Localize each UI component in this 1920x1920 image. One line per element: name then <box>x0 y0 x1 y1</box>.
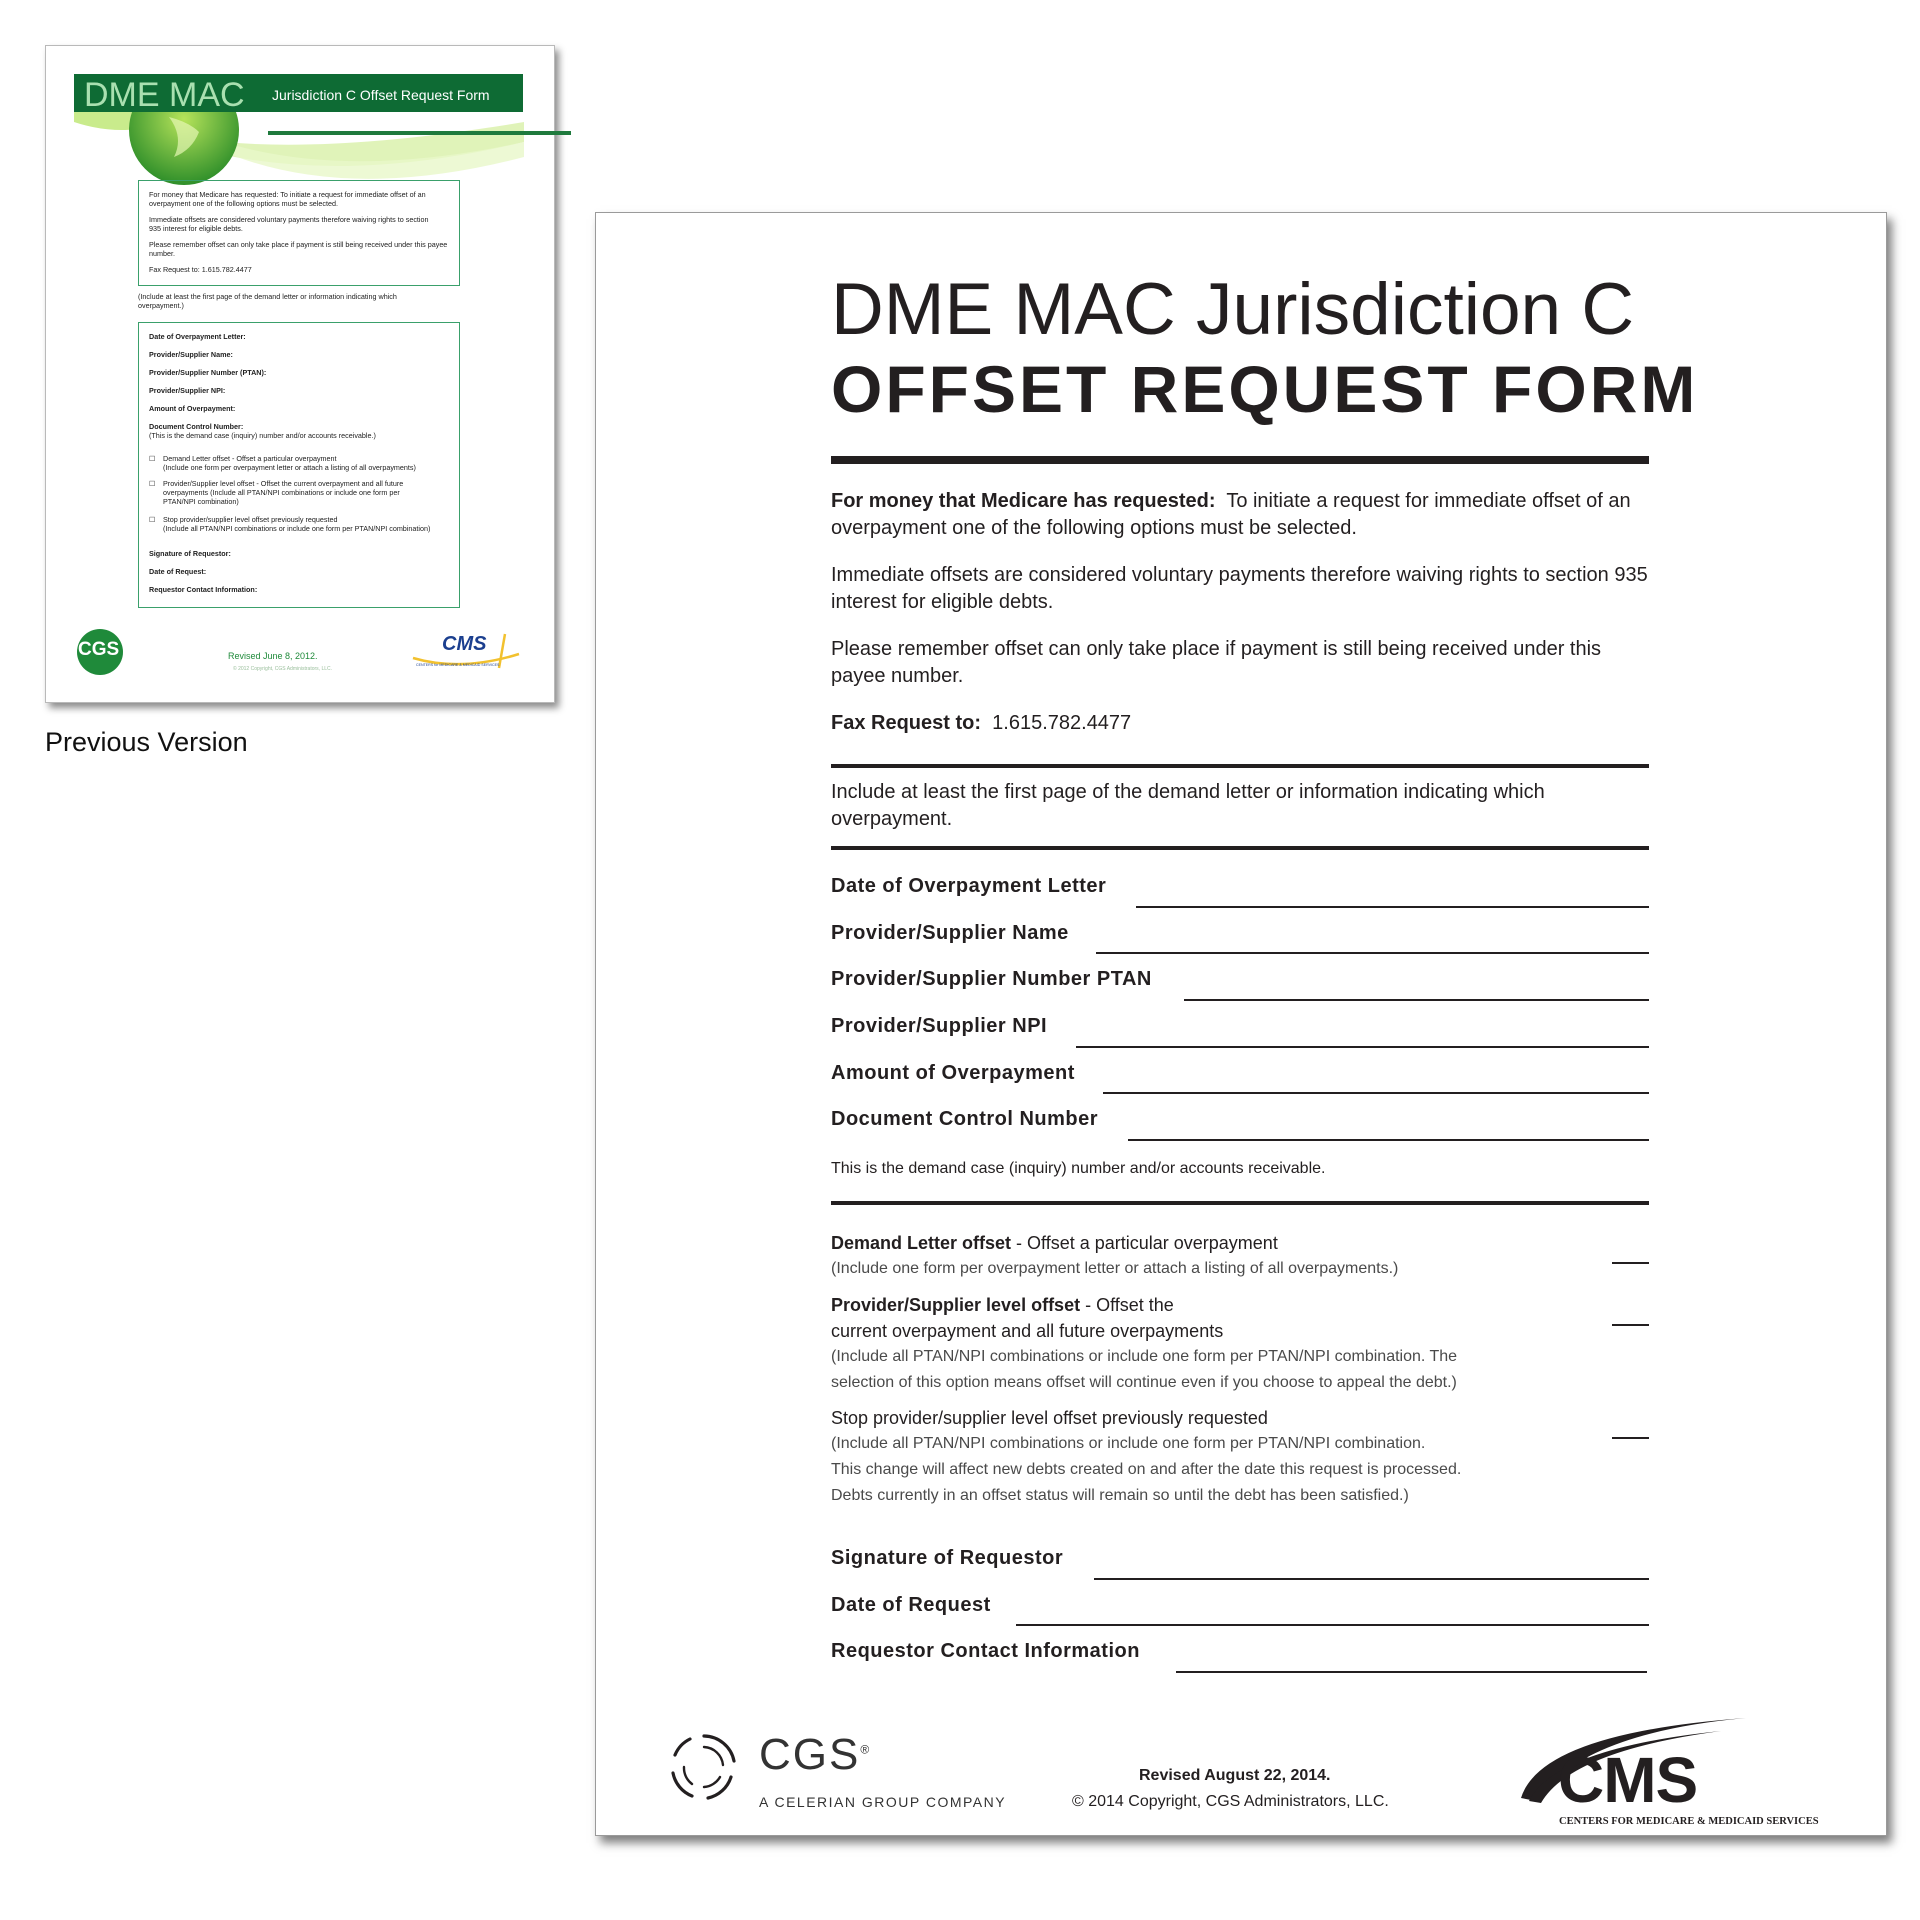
previous-version-caption: Previous Version <box>45 727 248 757</box>
prev-intro-p1: For money that Medicare has requested: To initiate a request for immediate offset of an overpayment one of the following options must be selected. <box>149 190 426 208</box>
cgs-tagline: A CELERIAN GROUP COMPANY <box>759 1794 1007 1810</box>
prev-intro-p2: Immediate offsets are considered voluntary payments therefore waiving rights to section 935 interest for eligible debts. <box>149 215 429 233</box>
prev-option: (Include all PTAN/NPI combinations or include one form per PTAN/NPI combination) <box>163 524 431 533</box>
stop-offset-note2: This change will affect new debts created on and after the date this request is processed. <box>831 1461 1462 1478</box>
prev-option: overpayments (Include all PTAN/NPI combinations or include one form per <box>163 488 400 497</box>
prev-fields-box <box>138 322 460 608</box>
provider-level-offset-desc-line2: current overpayment and all future overpayments <box>831 1321 1224 1341</box>
provider-level-offset-checkline[interactable] <box>1612 1324 1649 1326</box>
prev-option: Stop provider/supplier level offset previously requested <box>163 515 338 524</box>
previous-version-thumbnail <box>45 45 555 703</box>
stop-offset-option: Stop provider/supplier level offset previously requested <box>831 1408 1268 1428</box>
provider-name-field[interactable] <box>1096 952 1649 954</box>
amount-of-overpayment-label: Amount of Overpayment <box>831 1062 1075 1084</box>
signature-label: Signature of Requestor <box>831 1547 1064 1569</box>
date-of-overpayment-letter-label: Date of Overpayment Letter <box>831 875 1107 897</box>
prev-checkbox: ☐ <box>149 515 156 524</box>
demand-letter-offset-note: (Include one form per overpayment letter or attach a listing of all overpayments.) <box>831 1260 1399 1277</box>
fax-line <box>831 710 1649 737</box>
section-divider <box>831 764 1649 768</box>
cgs-logo-text <box>759 1730 871 1780</box>
dcn-note: This is the demand case (inquiry) number and/or accounts receivable. <box>831 1160 1326 1177</box>
signature-field[interactable] <box>1094 1578 1649 1580</box>
form-title-line1: DME MAC Jurisdiction C <box>831 269 1635 350</box>
provider-ptan-field[interactable] <box>1184 999 1649 1001</box>
amount-of-overpayment-field[interactable] <box>1103 1092 1649 1094</box>
demand-letter-offset-option <box>831 1230 1591 1256</box>
provider-npi-label: Provider/Supplier NPI <box>831 1015 1048 1037</box>
prev-cms-logo-text: CMS <box>442 633 487 655</box>
prev-sign-field: Date of Request: <box>149 567 207 576</box>
provider-level-offset-note1: (Include all PTAN/NPI combinations or include one form per PTAN/NPI combination. The <box>831 1348 1458 1365</box>
cgs-registered: ® <box>860 1742 872 1757</box>
provider-ptan-label: Provider/Supplier Number PTAN <box>831 968 1152 990</box>
prev-brand: DME MAC <box>84 76 245 114</box>
intro-text: To initiate a request for immediate offset of an overpayment one of the following options must be selected. <box>831 490 1631 539</box>
prev-field: Provider/Supplier Number (PTAN): <box>149 368 267 377</box>
date-of-request-field[interactable] <box>1016 1624 1649 1626</box>
prev-intro-p3: Please remember offset can only take place if payment is still being received under this payee number. <box>149 240 448 258</box>
prev-option: Demand Letter offset - Offset a particular overpayment <box>163 454 337 463</box>
demand-letter-offset-title: Demand Letter offset <box>831 1233 1012 1253</box>
prev-checkbox: ☐ <box>149 479 156 488</box>
provider-level-offset-desc: - Offset the <box>1080 1295 1174 1315</box>
fax-label: Fax Request to: <box>831 712 982 734</box>
prev-banner-underline <box>268 131 571 135</box>
provider-level-offset-title: Provider/Supplier level offset <box>831 1295 1081 1315</box>
date-of-overpayment-letter-field[interactable] <box>1136 906 1649 908</box>
cgs-name: CGS <box>759 1730 861 1779</box>
intro-bold: For money that Medicare has requested: <box>831 490 1216 512</box>
intro-paragraph <box>831 488 1649 542</box>
cms-tagline: CENTERS FOR MEDICARE & MEDICAID SERVICES <box>1559 1816 1819 1827</box>
prev-sign-field: Requestor Contact Information: <box>149 585 258 594</box>
prev-copyright: © 2012 Copyright, CGS Administrators, LLC. <box>233 666 333 672</box>
form-title-line2: OFFSET REQUEST FORM <box>831 352 1699 426</box>
prev-sign-field: Signature of Requestor: <box>149 549 231 558</box>
prev-checkbox: ☐ <box>149 454 156 463</box>
prev-field: Document Control Number: <box>149 422 244 431</box>
prev-field: Date of Overpayment Letter: <box>149 332 246 341</box>
demand-letter-offset-desc: - Offset a particular overpayment <box>1011 1233 1278 1253</box>
title-divider <box>831 456 1649 464</box>
prev-field: Provider/Supplier NPI: <box>149 386 226 395</box>
provider-npi-field[interactable] <box>1076 1046 1649 1048</box>
prev-intro-box <box>138 180 460 286</box>
prev-option: (Include one form per overpayment letter or attach a listing of all overpayments) <box>163 463 416 472</box>
prev-title: Jurisdiction C Offset Request Form <box>272 87 490 103</box>
prev-dcn-note: (This is the demand case (inquiry) number and/or accounts receivable.) <box>149 431 376 440</box>
prev-cms-tagline: CENTERS for MEDICARE & MEDICAID SERVICES <box>416 663 500 667</box>
document-control-number-field[interactable] <box>1128 1139 1649 1141</box>
section-divider <box>831 1201 1649 1205</box>
document-control-number-label: Document Control Number <box>831 1108 1099 1130</box>
cgs-logo-mark <box>668 1731 740 1803</box>
fax-number: 1.615.782.4477 <box>992 712 1132 734</box>
contact-info-label: Requestor Contact Information <box>831 1640 1140 1662</box>
prev-fax: Fax Request to: 1.615.782.4477 <box>149 265 252 274</box>
provider-name-label: Provider/Supplier Name <box>831 922 1069 944</box>
revised-date: Revised August 22, 2014. <box>1139 1767 1331 1784</box>
copyright: © 2014 Copyright, CGS Administrators, LLC. <box>1072 1793 1389 1810</box>
prev-include-note: (Include at least the first page of the demand letter or information indicating which overpayment.) <box>138 292 397 310</box>
prev-cgs-logo-text: CGS <box>78 639 120 660</box>
demand-letter-offset-checkline[interactable] <box>1612 1262 1649 1264</box>
stop-offset-checkline[interactable] <box>1612 1437 1649 1439</box>
contact-info-field[interactable] <box>1176 1671 1647 1673</box>
prev-option: Provider/Supplier level offset - Offset the current overpayment and all future <box>163 479 404 488</box>
prev-field: Provider/Supplier Name: <box>149 350 233 359</box>
stop-offset-note3: Debts currently in an offset status will remain so until the debt has been satisfied.) <box>831 1487 1409 1504</box>
stop-offset-note1: (Include all PTAN/NPI combinations or include one form per PTAN/NPI combination. <box>831 1435 1426 1452</box>
provider-level-offset-option <box>831 1292 1591 1318</box>
provider-level-offset-note2: selection of this option means offset will continue even if you choose to appeal the debt.) <box>831 1374 1457 1391</box>
date-of-request-label: Date of Request <box>831 1594 991 1616</box>
prev-revised: Revised June 8, 2012. <box>228 651 318 661</box>
prev-field: Amount of Overpayment: <box>149 404 236 413</box>
section-divider <box>831 846 1649 850</box>
payee-paragraph: Please remember offset can only take place if payment is still being received under this payee number. <box>831 638 1602 687</box>
include-note: Include at least the first page of the demand letter or information indicating which overpayment. <box>831 781 1545 830</box>
voluntary-payments-paragraph: Immediate offsets are considered voluntary payments therefore waiving rights to section 935 interest for eligible debts. <box>831 564 1648 613</box>
cms-logo-text: CMS <box>1558 1744 1698 1816</box>
offset-request-form-page <box>595 212 1887 1836</box>
prev-option: PTAN/NPI combination) <box>163 497 239 506</box>
